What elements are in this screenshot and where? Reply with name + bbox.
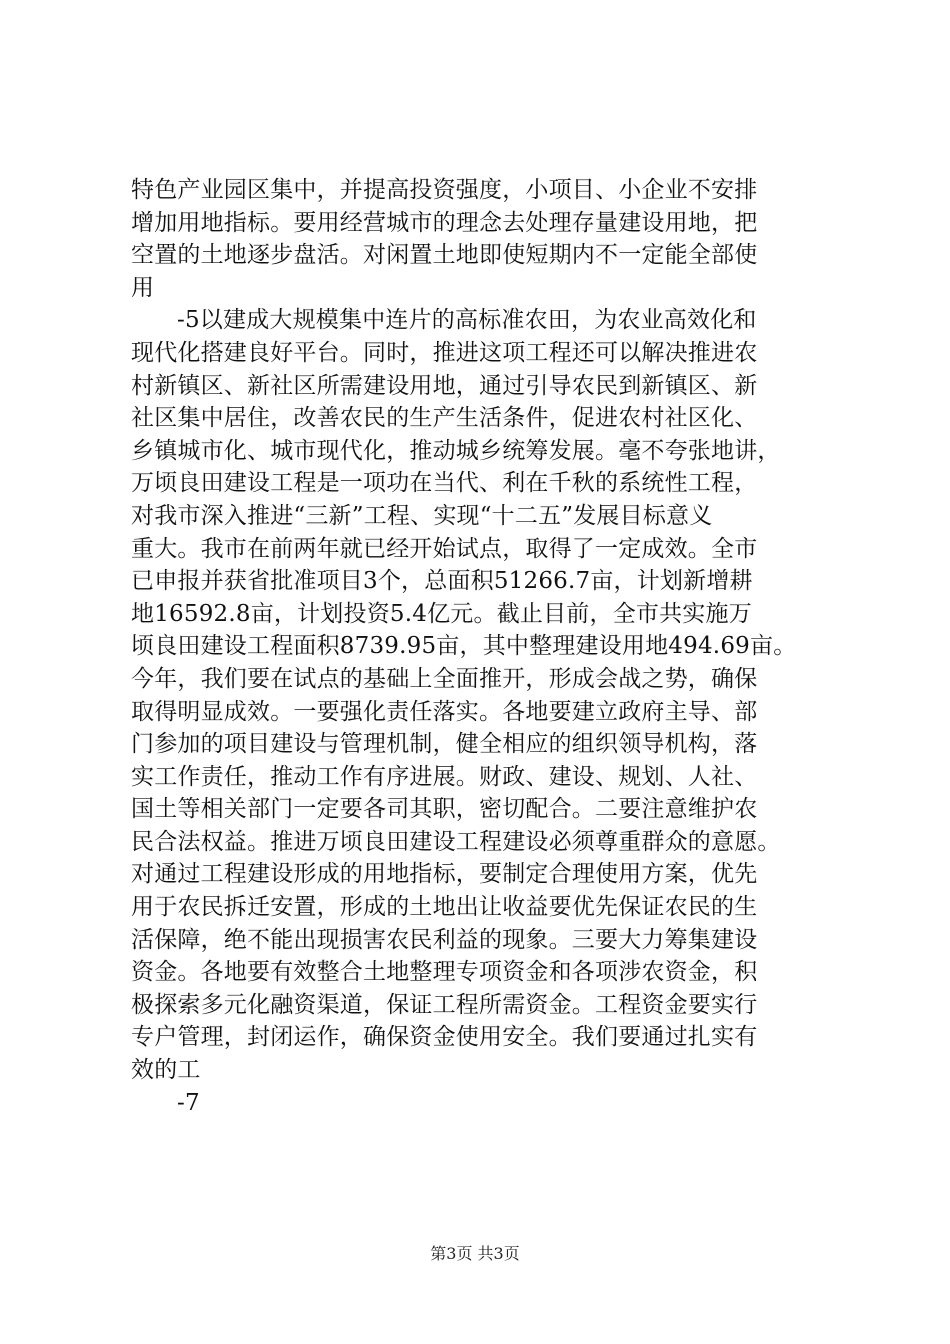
text-line: 国土等相关部门一定要各司其职，密切配合。二要注意维护农 bbox=[131, 796, 758, 823]
text-line: 用 bbox=[131, 274, 155, 301]
paragraph-start-line: -5以建成大规模集中连片的高标准农田，为农业高效化和 bbox=[177, 307, 757, 334]
text-line: 已申报并获省批准项目3个，总面积51266.7亩，计划新增耕 bbox=[131, 568, 753, 595]
text-line: 重大。我市在前两年就已经开始试点，取得了一定成效。全市 bbox=[131, 535, 758, 562]
page-number: 第3页 共3页 bbox=[430, 1244, 520, 1263]
text-line: 活保障，绝不能出现损害农民利益的现象。三要大力筹集建设 bbox=[131, 926, 758, 953]
text-line: 专户管理，封闭运作，确保资金使用安全。我们要通过扎实有 bbox=[131, 1024, 758, 1051]
text-line: 现代化搭建良好平台。同时，推进这项工程还可以解决推进农 bbox=[131, 339, 758, 366]
page-footer bbox=[0, 1244, 950, 1264]
text-line: 顷良田建设工程面积8739.95亩，其中整理建设用地494.69亩。 bbox=[131, 633, 797, 660]
text-line: 民合法权益。推进万顷良田建设工程建设必须尊重群众的意愿。 bbox=[131, 828, 781, 855]
text-line: 实工作责任，推动工作有序进展。财政、建设、规划、人社、 bbox=[131, 763, 758, 790]
text-line: 村新镇区、新社区所需建设用地，通过引导农民到新镇区、新 bbox=[131, 372, 758, 399]
text-line: 特色产业园区集中，并提高投资强度，小项目、小企业不安排 bbox=[131, 177, 758, 203]
text-line: 地16592.8亩，计划投资5.4亿元。截止目前，全市共实施万 bbox=[131, 600, 752, 627]
text-line: 极探索多元化融资渠道，保证工程所需资金。工程资金要实行 bbox=[131, 991, 758, 1018]
text-line: 增加用地指标。要用经营城市的理念去处理存量建设用地，把 bbox=[131, 209, 758, 236]
text-line: 乡镇城市化、城市现代化，推动城乡统筹发展。毫不夸张地讲， bbox=[131, 437, 781, 464]
text-line: 万顷良田建设工程是一项功在当代、利在千秋的系统性工程， bbox=[131, 470, 758, 497]
text-line: 效的工 bbox=[131, 1057, 201, 1084]
text-line: 今年，我们要在试点的基础上全面推开，形成会战之势，确保 bbox=[131, 665, 758, 692]
text-line: 空置的土地逐步盘活。对闲置土地即使短期内不一定能全部使 bbox=[131, 242, 758, 269]
text-line: 资金。各地要有效整合土地整理专项资金和各项涉农资金，积 bbox=[131, 959, 758, 986]
text-line: 门参加的项目建设与管理机制，健全相应的组织领导机构，落 bbox=[131, 731, 758, 758]
text-line: 社区集中居住，改善农民的生产生活条件，促进农村社区化、 bbox=[131, 405, 758, 432]
text-line: 对通过工程建设形成的用地指标，要制定合理使用方案，优先 bbox=[131, 861, 758, 888]
page-marker-line: -7 bbox=[177, 1089, 200, 1116]
text-line: 用于农民拆迁安置，形成的土地出让收益要优先保证农民的生 bbox=[131, 894, 758, 921]
document-body bbox=[131, 174, 821, 1119]
text-line: 对我市深入推进“三新”工程、实现“十二五”发展目标意义 bbox=[131, 502, 713, 529]
text-line: 取得明显成效。一要强化责任落实。各地要建立政府主导、部 bbox=[131, 698, 758, 725]
